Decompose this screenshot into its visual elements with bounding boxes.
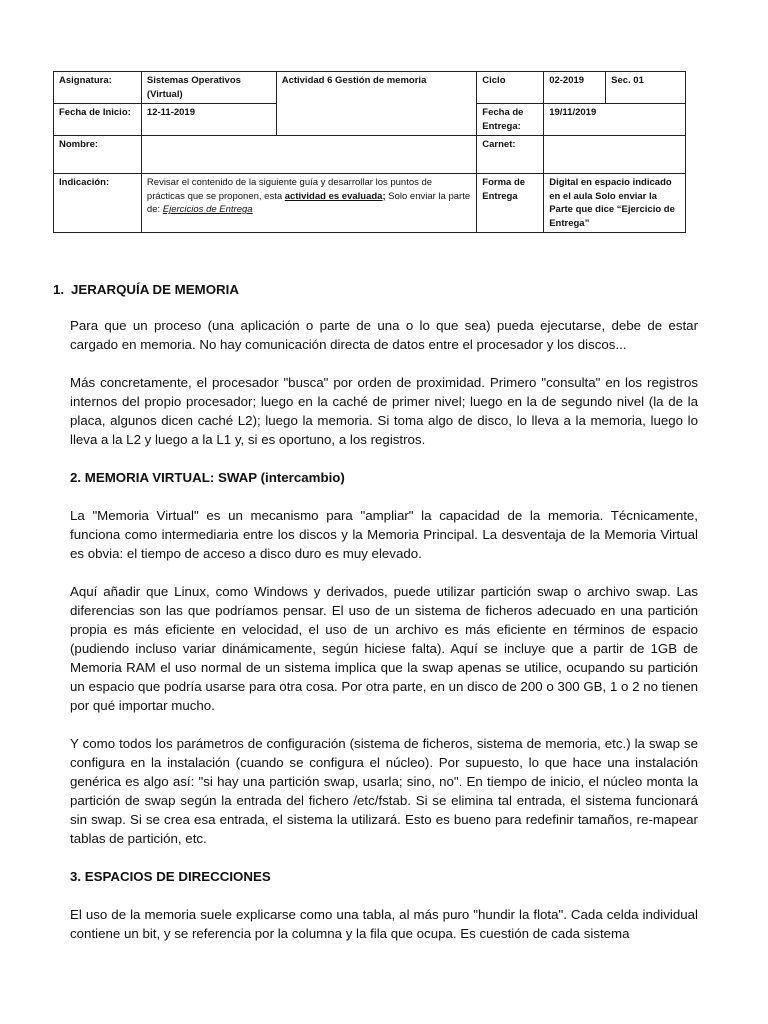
section-1-heading	[53, 280, 698, 299]
section-2-paragraph-3: Y como todos los parámetros de configuración (sistema de ficheros, sistema de memoria, etc.) la swap se configura en la instalación (cuando se configura el núcleo). Por supuesto, lo que hace una instalación genérica es algo así: "si hay una partición swap, usarla; sino, no". En tiempo de inicio, el núcleo monta la partición de swap según la entrada del fichero /etc/fstab. Si se elimina tal entrada, el sistema funcionará sin swap. Si se crea esa entrada, el sistema la utilizará. Esto es bueno para redefinir tamaños, re-mapear tablas de partición, etc.	[70, 736, 698, 846]
forma-entrega-value: Digital en espacio indicado en el aula Solo enviar la Parte que dice “Ejercicio de Entrega”	[544, 174, 686, 233]
fecha-entrega-value: 19/11/2019	[544, 104, 686, 136]
section-2-paragraph-2: Aquí añadir que Linux, como Windows y derivados, puede utilizar partición swap o archivo swap. Las diferencias son las que podríamos pensar. El uso de un sistema de ficheros adecuado en una partición propia es más eficiente en velocidad, el uso de un archivo es más eficiente en términos de espacio (pudiendo incluso variar dinámicamente, según hiciese falta). Aquí se incluye que a partir de 1GB de Memoria RAM el uso normal de un sistema implica que la swap apenas se utilice, ocupando su partición un espacio que podría usarse para otra cosa. Por otra parte, en un disco de 200 o 300 GB, 1 o 2 no tienen por qué importar mucho.	[70, 584, 698, 713]
nombre-value[interactable]	[141, 136, 476, 174]
forma-entrega-label: Forma de Entrega	[477, 174, 544, 233]
carnet-label: Carnet:	[477, 136, 544, 174]
actividad-title: Actividad 6 Gestión de memoria	[276, 72, 477, 136]
section-2-heading: 2. MEMORIA VIRTUAL: SWAP (intercambio)	[70, 470, 345, 485]
document-body	[53, 280, 698, 943]
indicacion-text-1: Revisar el contenido de la siguiente guía y desarrollar los puntos de prácticas que se proponen, esta	[146, 177, 433, 202]
fecha-inicio-value: 12-11-2019	[141, 104, 276, 136]
ciclo-value: 02-2019	[544, 72, 606, 104]
section-1-number: 1.	[53, 282, 65, 297]
fecha-inicio-label: Fecha de Inicio:	[54, 104, 142, 136]
fecha-entrega-label: Fecha de Entrega:	[477, 104, 544, 136]
seccion-value: Sec. 01	[606, 72, 686, 104]
carnet-value[interactable]	[544, 136, 686, 174]
indicacion-bold: actividad es evaluada;	[284, 190, 386, 202]
indicacion-label: Indicación:	[54, 174, 142, 233]
asignatura-label: Asignatura:	[54, 72, 142, 104]
indicacion-italic: Ejercicios de Entrega	[162, 204, 253, 215]
section-1-paragraph-1: Para que un proceso (una aplicación o parte de una o lo que sea) pueda ejecutarse, debe de estar cargado en memoria. No hay comunicación directa de datos entre el procesador y los discos...	[70, 318, 698, 352]
section-2-paragraph-1: La "Memoria Virtual" es un mecanismo para "ampliar" la capacidad de la memoria. Técnicamente, funciona como intermediaria entre los discos y la Memoria Principal. La desventaja de la Memoria Virtual es obvia: el tiempo de acceso a disco duro es muy elevado.	[70, 508, 698, 561]
indicacion-text-2: Solo enviar la parte de:	[146, 190, 471, 215]
indicacion-text	[141, 174, 476, 233]
nombre-label: Nombre:	[54, 136, 142, 174]
section-1-title: JERARQUÍA DE MEMORIA	[71, 282, 239, 297]
section-1-paragraph-2: Más concretamente, el procesador "busca" por orden de proximidad. Primero "consulta" en los registros internos del propio procesador; luego en la caché de primer nivel; luego en la de segundo nivel (la de la placa, algunos dicen caché L2); luego la memoria. Si toma algo de disco, lo lleva a la memoria, luego lo lleva a la L2 y luego a la L1 y, si es oportuno, a los registros.	[70, 375, 698, 447]
ciclo-label: Ciclo	[477, 72, 544, 104]
section-3-heading: 3. ESPACIOS DE DIRECCIONES	[70, 869, 271, 884]
activity-header-table	[53, 71, 686, 233]
section-3-paragraph-1: El uso de la memoria suele explicarse como una tabla, al más puro "hundir la flota". Cada celda individual contiene un bit, y se referencia por la columna y la fila que ocupa. Es cuestión de cada sistema	[70, 907, 698, 941]
asignatura-value: Sistemas Operativos (Virtual)	[141, 72, 276, 104]
